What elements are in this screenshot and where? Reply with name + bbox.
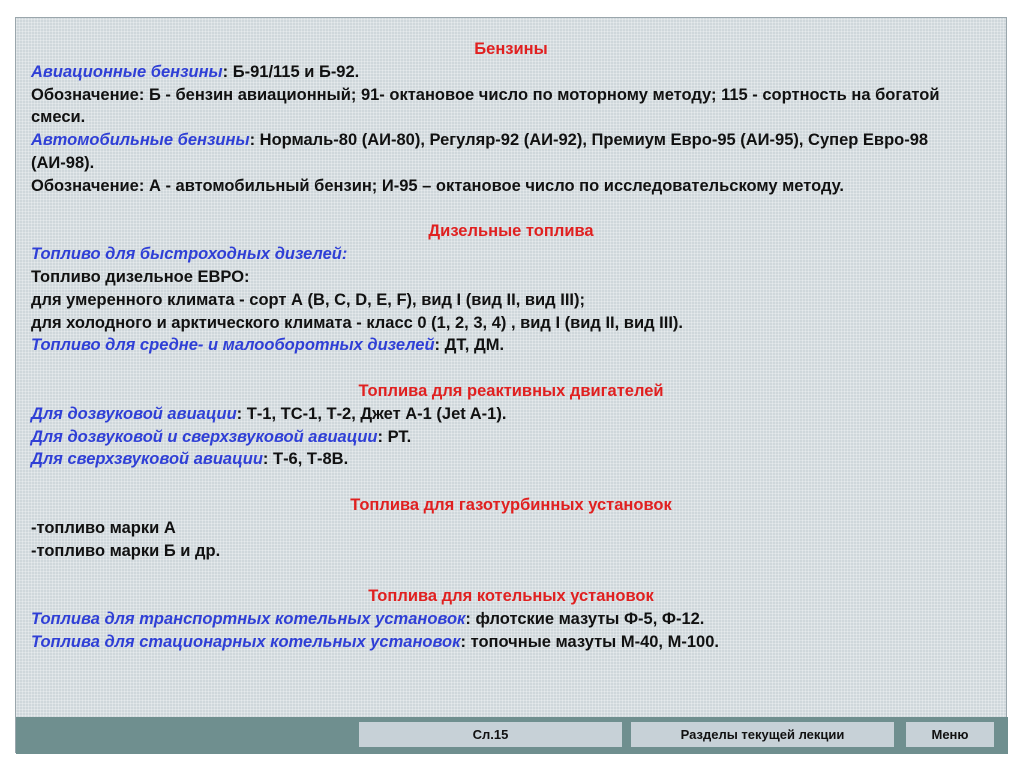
cold-climate-line: для холодного и арктического климата - класс 0 (1, 2, 3, 4) , вид I (вид II, вид III). xyxy=(31,313,683,332)
stationary-boiler-line xyxy=(31,631,991,654)
mixed-aviation-value: : РТ. xyxy=(377,427,412,446)
aviation-gasoline-value: : Б-91/115 и Б-92. xyxy=(222,62,360,81)
auto-gasoline-value: : Нормаль-80 (АИ-80), Регуляр-92 (АИ-92), Премиум Евро-95 (АИ-95), Супер Евро-98 (АИ-98). xyxy=(31,131,929,172)
subsonic-line xyxy=(31,403,991,426)
heading-gasoline: Бензины xyxy=(474,40,548,58)
navigation-bar xyxy=(16,717,1008,754)
moderate-climate-line: для умеренного климата - сорт А (В, С, D, Е, F), вид I (вид II, вид III); xyxy=(31,290,585,309)
slide-frame xyxy=(15,17,1007,753)
heading-boiler: Топлива для котельных установок xyxy=(368,587,654,606)
aviation-gasoline-line xyxy=(31,61,991,84)
auto-gasoline-note: Обозначение: А - автомобильный бензин; И-95 – октановое число по исследовательскому методу. xyxy=(31,176,844,195)
heading-jet: Топлива для реактивных двигателей xyxy=(358,381,664,400)
euro-diesel-title: Топливо дизельное ЕВРО: xyxy=(31,267,250,286)
subsonic-label: Для дозвуковой авиации xyxy=(31,404,237,423)
gas-turbine-item-b: -топливо марки Б и др. xyxy=(31,541,221,560)
spacer xyxy=(31,471,991,494)
slow-diesel-value: : ДТ, ДМ. xyxy=(434,336,505,355)
supersonic-value: : Т-6, Т-8В. xyxy=(262,450,349,469)
spacer xyxy=(31,198,991,221)
stationary-boiler-label: Топлива для стационарных котельных установок xyxy=(31,632,461,651)
slide-content xyxy=(31,38,991,654)
fast-diesel-label: Топливо для быстроходных дизелей: xyxy=(31,245,348,264)
auto-gasoline-line xyxy=(31,129,991,175)
slide-number-button[interactable]: Сл.15 xyxy=(359,722,622,747)
spacer xyxy=(31,357,991,380)
auto-gasoline-label: Автомобильные бензины xyxy=(31,131,250,150)
heading-diesel: Дизельные топлива xyxy=(428,222,594,241)
stationary-boiler-value: : топочные мазуты М-40, М-100. xyxy=(460,632,719,651)
heading-gas-turbine: Топлива для газотурбинных установок xyxy=(350,495,672,514)
subsonic-value: : Т-1, ТС-1, Т-2, Джет А-1 (Jet A-1). xyxy=(236,404,507,423)
aviation-gasoline-note: Обозначение: Б - бензин авиационный; 91- октановое число по моторному методу; 115 - сортность на богатой смеси. xyxy=(31,85,940,127)
supersonic-line xyxy=(31,448,991,471)
spacer xyxy=(31,562,991,585)
mixed-aviation-label: Для дозвуковой и сверхзвуковой авиации xyxy=(31,427,378,446)
transport-boiler-line xyxy=(31,608,991,631)
gas-turbine-item-a: -топливо марки А xyxy=(31,518,176,537)
transport-boiler-value: : флотские мазуты Ф-5, Ф-12. xyxy=(465,609,705,628)
supersonic-label: Для сверхзвуковой авиации xyxy=(31,450,263,469)
mixed-aviation-line xyxy=(31,426,991,449)
aviation-gasoline-label: Авиационные бензины xyxy=(31,62,223,81)
menu-button[interactable]: Меню xyxy=(906,722,994,747)
lecture-sections-button[interactable]: Разделы текущей лекции xyxy=(631,722,894,747)
transport-boiler-label: Топлива для транспортных котельных установок xyxy=(31,609,466,628)
slow-diesel-line xyxy=(31,334,991,357)
slow-diesel-label: Топливо для средне- и малооборотных дизелей xyxy=(31,336,435,355)
